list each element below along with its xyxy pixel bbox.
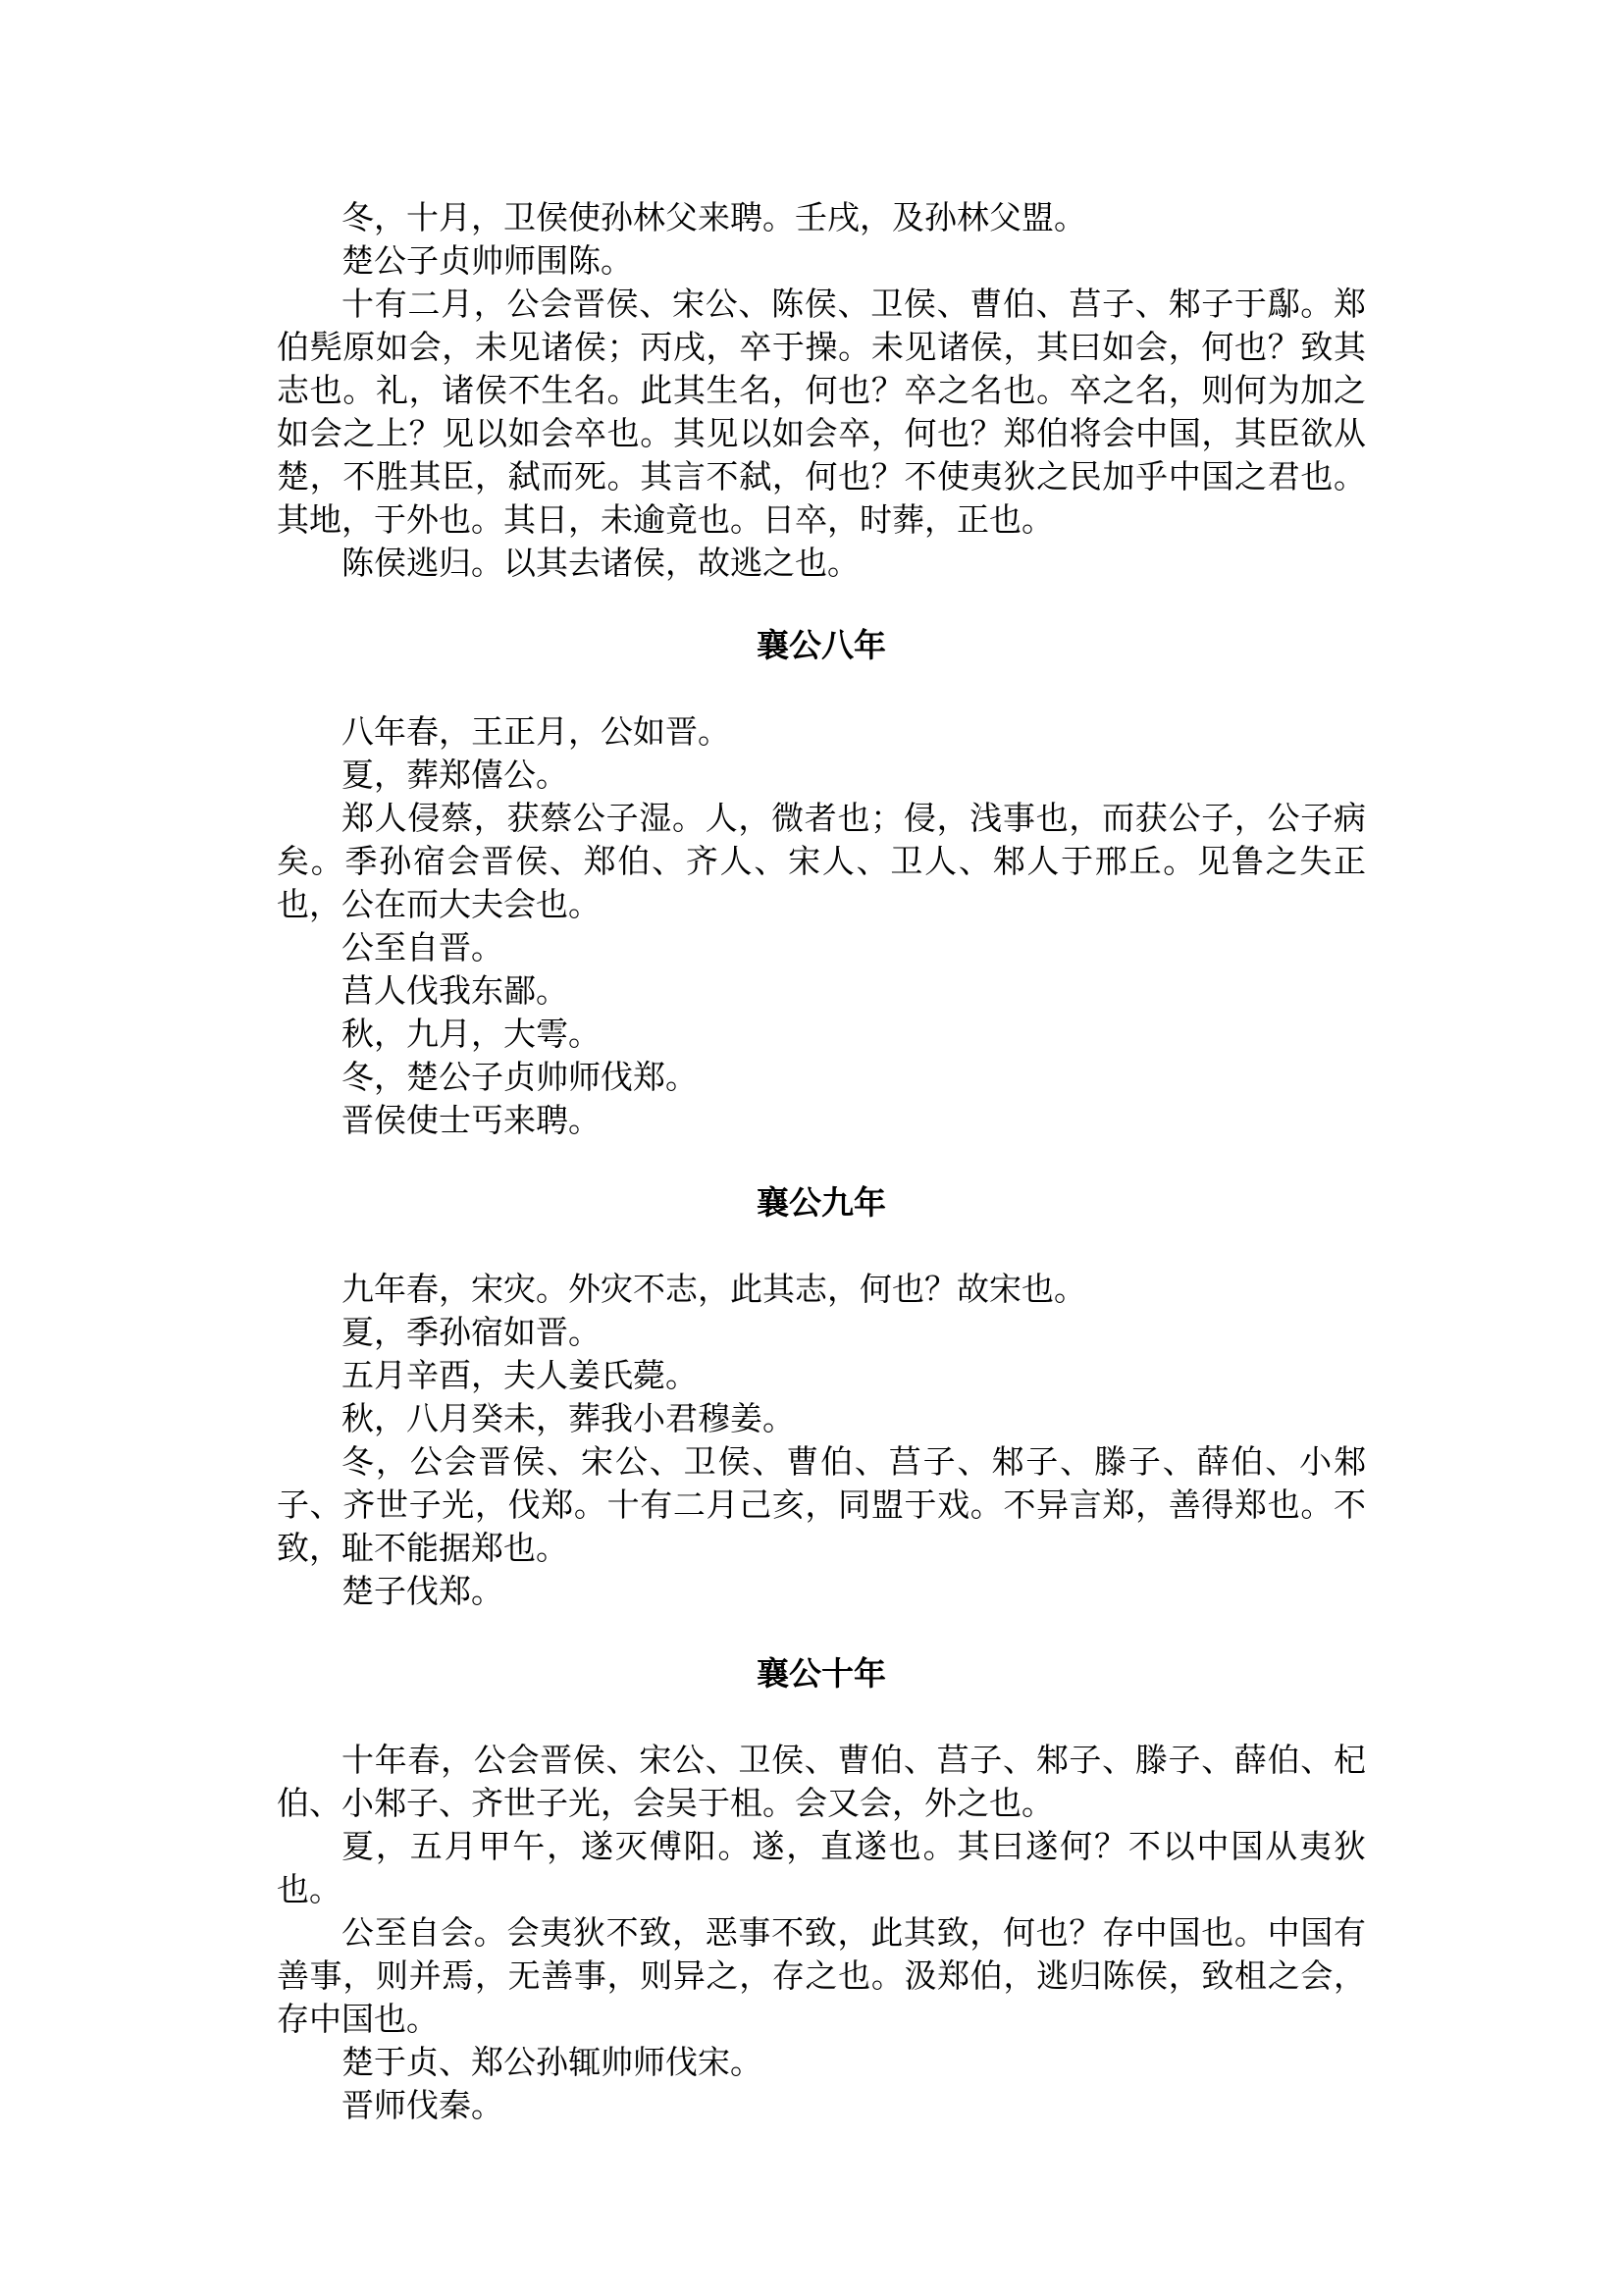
section-xiang-10 — [277, 1652, 1366, 2127]
document-page — [277, 196, 1366, 2127]
spacer — [277, 1695, 1366, 1739]
paragraph: 莒人伐我东鄙。 — [341, 971, 568, 1010]
spacer — [277, 667, 1366, 710]
paragraph: 冬，公会晋侯、宋公、卫侯、曹伯、莒子、邾子、滕子、薛伯、小邾子、齐世子光，伐郑。十有二月己亥，同盟于戏。不异言郑，善得郑也。不致，耻不能据郑也。 — [277, 1442, 1366, 1567]
section-heading: 襄公十年 — [757, 1654, 886, 1693]
paragraph: 夏，五月甲午，遂灭傅阳。遂，直遂也。其曰遂何？不以中国从夷狄也。 — [277, 1827, 1366, 1908]
paragraph: 楚子伐郑。 — [341, 1572, 503, 1610]
spacer — [277, 1225, 1366, 1268]
spacer — [277, 1613, 1366, 1652]
spacer — [277, 1142, 1366, 1181]
paragraph: 九年春，宋灾。外灾不志，此其志，何也？故宋也。 — [341, 1270, 1086, 1308]
spacer — [277, 585, 1366, 624]
section-heading: 襄公八年 — [757, 626, 886, 664]
paragraph: 八年春，王正月，公如晋。 — [341, 712, 730, 751]
paragraph: 郑人侵蔡，获蔡公子湿。人，微者也；侵，浅事也，而获公子，公子病矣。季孙宿会晋侯、郑伯、齐人、宋人、卫人、邾人于邢丘。见鲁之失正也，公在而大夫会也。 — [277, 799, 1366, 923]
paragraph: 楚公子贞帅师围陈。 — [341, 241, 633, 280]
paragraph: 夏，季孙宿如晋。 — [341, 1313, 601, 1351]
paragraph: 十年春，公会晋侯、宋公、卫侯、曹伯、莒子、邾子、滕子、薛伯、杞伯、小邾子、齐世子光，会吴于柤。会又会，外之也。 — [277, 1741, 1366, 1822]
paragraph: 夏，葬郑僖公。 — [341, 756, 568, 794]
paragraph: 公至自晋。 — [341, 928, 503, 966]
paragraph: 陈侯逃归。以其去诸侯，故逃之也。 — [341, 544, 860, 582]
section-xiang-8 — [277, 624, 1366, 1142]
intro-section — [277, 196, 1366, 585]
section-heading: 襄公九年 — [757, 1183, 886, 1222]
paragraph: 十有二月，公会晋侯、宋公、陈侯、卫侯、曹伯、莒子、邾子于鄬。郑伯髡原如会，未见诸侯；丙戌，卒于操。未见诸侯，其曰如会，何也？致其志也。礼，诸侯不生名。此其生名，何也？卒之名也。卒之名，则何为加之如会之上？见以如会卒也。其见以如会卒，何也？郑伯将会中国，其臣欲从楚，不胜其臣，弑而死。其言不弑，何也？不使夷狄之民加乎中国之君也。其地，于外也。其日，未逾竟也。日卒，时葬，正也。 — [277, 285, 1366, 539]
paragraph: 楚于贞、郑公孙辄帅师伐宋。 — [341, 2043, 762, 2081]
paragraph: 冬，十月，卫侯使孙林父来聘。壬戌，及孙林父盟。 — [341, 198, 1086, 236]
paragraph: 晋师伐秦。 — [341, 2086, 503, 2124]
paragraph: 五月辛酉，夫人姜氏薨。 — [341, 1356, 698, 1394]
paragraph: 冬，楚公子贞帅师伐郑。 — [341, 1058, 698, 1096]
paragraph: 秋，八月癸未，葬我小君穆姜。 — [341, 1399, 795, 1437]
paragraph: 公至自会。会夷狄不致，恶事不致，此其致，何也？存中国也。中国有善事，则并焉，无善事，则异之，存之也。汲郑伯，逃归陈侯，致柤之会，存中国也。 — [277, 1913, 1366, 2038]
section-xiang-9 — [277, 1181, 1366, 1613]
paragraph: 秋，九月，大雩。 — [341, 1015, 601, 1053]
paragraph: 晋侯使士丐来聘。 — [341, 1101, 601, 1139]
